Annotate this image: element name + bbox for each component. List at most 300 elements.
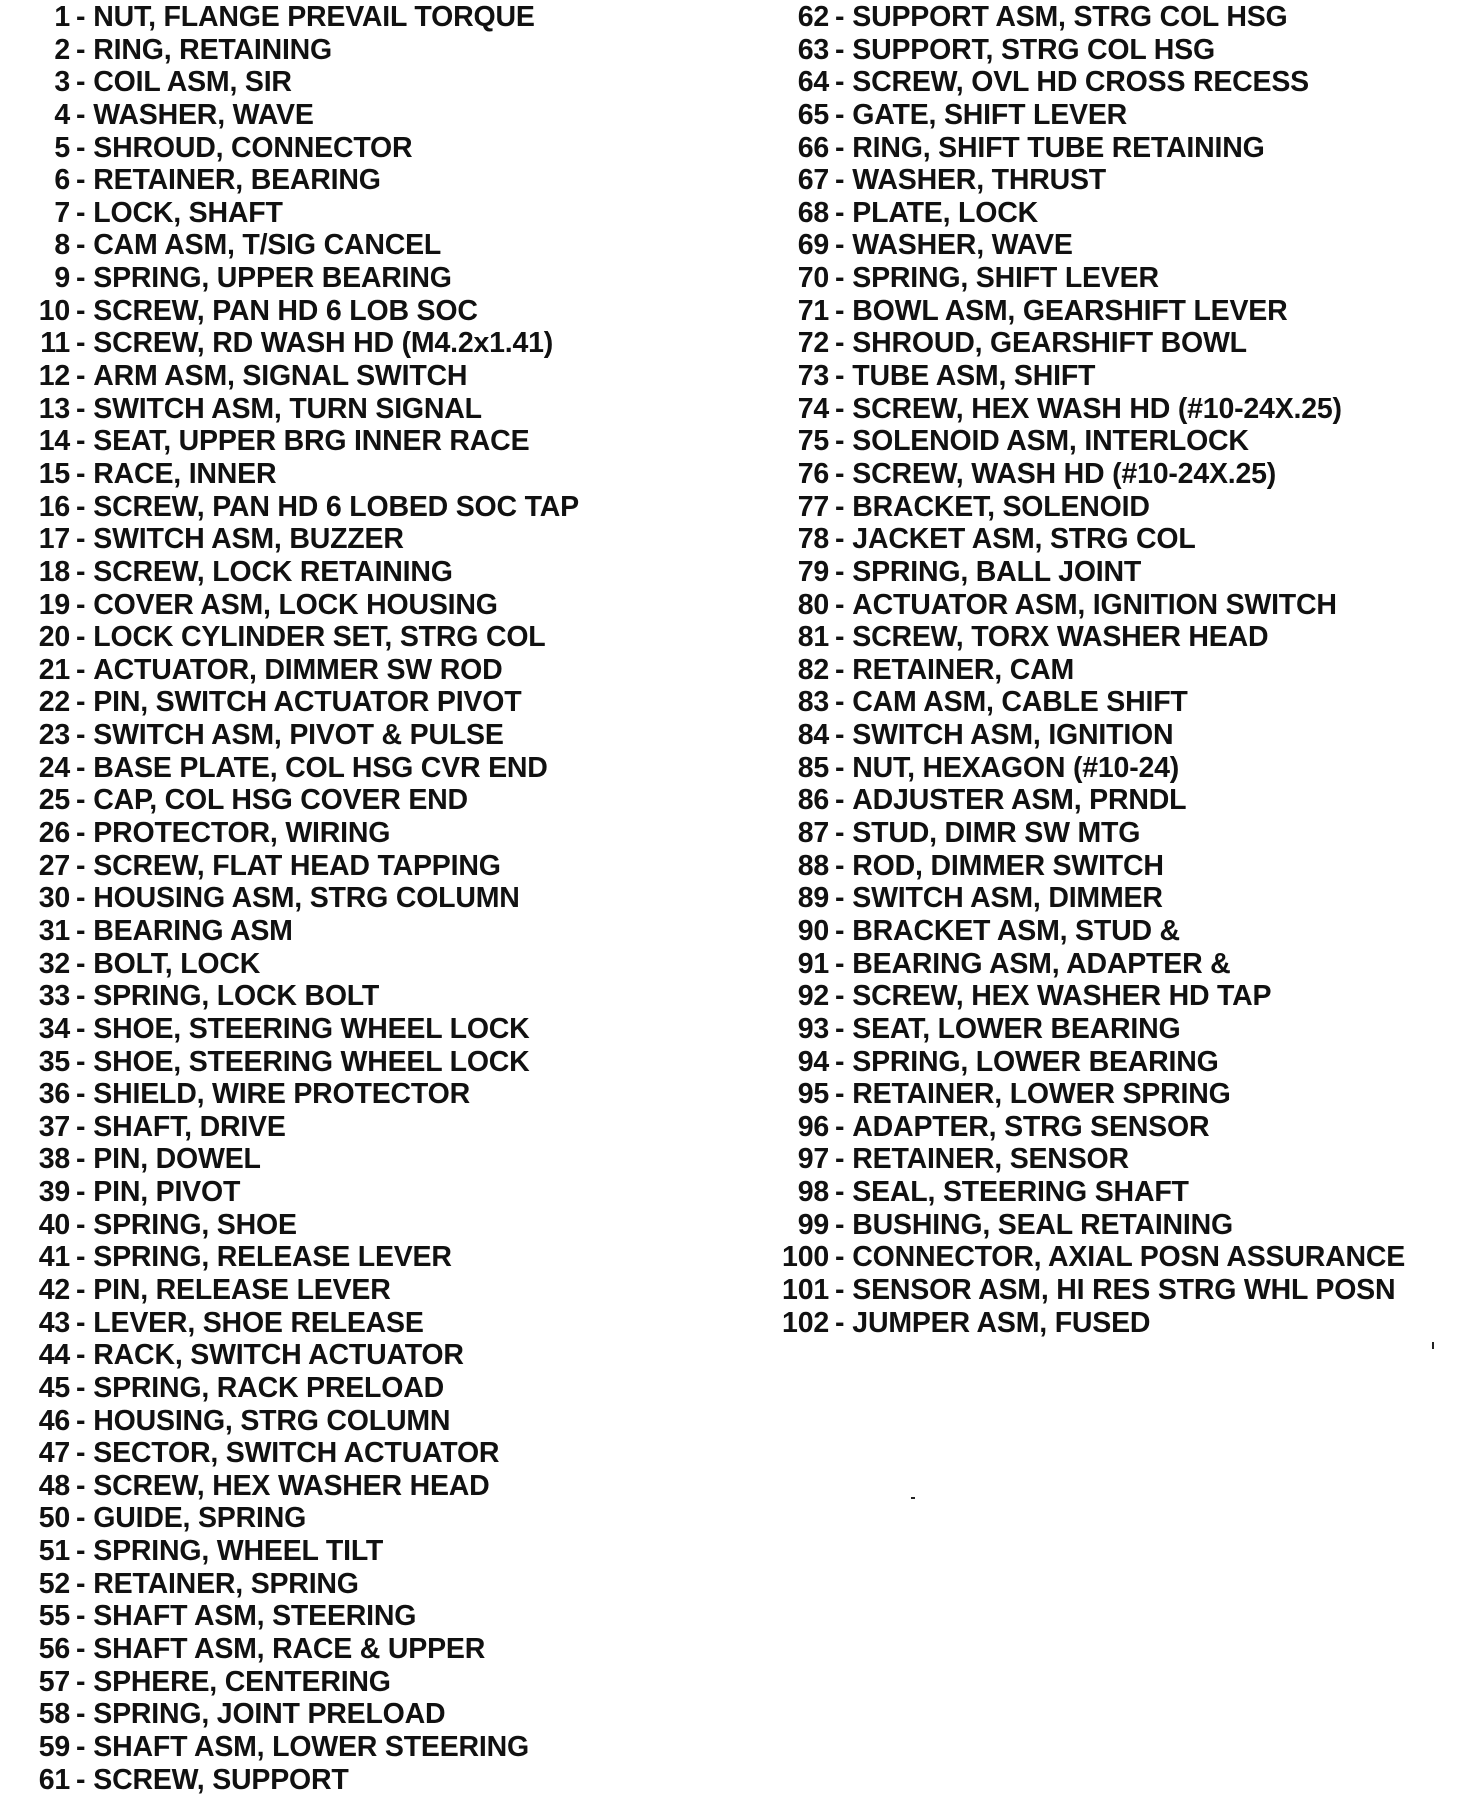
part-number: 67 bbox=[797, 164, 829, 197]
separator: - bbox=[76, 1110, 86, 1143]
separator: - bbox=[76, 425, 86, 458]
separator: - bbox=[76, 849, 86, 882]
part-number: 82 bbox=[797, 653, 829, 686]
separator: - bbox=[76, 490, 86, 523]
part-description: SENSOR ASM, HI RES STRG WHL POSN bbox=[852, 1273, 1396, 1306]
separator: - bbox=[76, 686, 86, 719]
parts-list-item bbox=[0, 1176, 720, 1209]
separator: - bbox=[76, 1763, 86, 1796]
separator: - bbox=[76, 33, 86, 66]
parts-list-item bbox=[0, 197, 720, 230]
separator: - bbox=[76, 1567, 86, 1600]
part-description: SPRING, BALL JOINT bbox=[852, 555, 1142, 588]
part-description: SCREW, WASH HD (#10-24X.25) bbox=[852, 457, 1277, 490]
separator: - bbox=[835, 1143, 845, 1176]
part-description: SHIELD, WIRE PROTECTOR bbox=[93, 1078, 470, 1111]
part-description: COVER ASM, LOCK HOUSING bbox=[93, 588, 498, 621]
part-number: 68 bbox=[797, 196, 829, 229]
parts-list-item bbox=[0, 948, 720, 981]
separator: - bbox=[76, 1633, 86, 1666]
parts-list-item bbox=[0, 817, 720, 850]
separator: - bbox=[835, 719, 845, 752]
part-number: 86 bbox=[797, 784, 829, 817]
parts-list-item bbox=[0, 1731, 720, 1764]
part-description: BRACKET ASM, STUD & bbox=[852, 914, 1180, 947]
part-description: COIL ASM, SIR bbox=[93, 66, 292, 99]
part-description: SPRING, SHIFT LEVER bbox=[852, 262, 1159, 295]
parts-list-item bbox=[745, 523, 1465, 556]
part-number: 69 bbox=[797, 229, 829, 262]
separator: - bbox=[835, 980, 845, 1013]
part-number: 78 bbox=[797, 523, 829, 556]
separator: - bbox=[835, 425, 845, 458]
parts-list-item bbox=[0, 654, 720, 687]
part-description: SHROUD, CONNECTOR bbox=[93, 131, 413, 164]
part-description: JUMPER ASM, FUSED bbox=[852, 1306, 1151, 1339]
parts-list-item bbox=[745, 99, 1465, 132]
separator: - bbox=[835, 882, 845, 915]
parts-list-item bbox=[0, 1666, 720, 1699]
part-number: 91 bbox=[797, 947, 829, 980]
separator: - bbox=[835, 588, 845, 621]
part-description: ACTUATOR ASM, IGNITION SWITCH bbox=[852, 588, 1337, 621]
part-number: 63 bbox=[797, 33, 829, 66]
part-description: HOUSING, STRG COLUMN bbox=[93, 1404, 451, 1437]
parts-list-item bbox=[745, 1143, 1465, 1176]
part-number: 70 bbox=[797, 262, 829, 295]
part-description: TUBE ASM, SHIFT bbox=[852, 360, 1096, 393]
parts-list-item bbox=[745, 1307, 1465, 1340]
part-description: SPHERE, CENTERING bbox=[93, 1665, 391, 1698]
separator: - bbox=[76, 1045, 86, 1078]
separator: - bbox=[76, 1339, 86, 1372]
part-number: 16 bbox=[38, 490, 70, 523]
separator: - bbox=[835, 98, 845, 131]
separator: - bbox=[835, 327, 845, 360]
separator: - bbox=[76, 1241, 86, 1274]
parts-list-item bbox=[0, 425, 720, 458]
parts-list-item bbox=[745, 817, 1465, 850]
separator: - bbox=[76, 131, 86, 164]
parts-list-item bbox=[745, 197, 1465, 230]
parts-list-item bbox=[0, 1535, 720, 1568]
parts-list-item bbox=[0, 491, 720, 524]
part-number: 85 bbox=[797, 751, 829, 784]
part-number: 56 bbox=[38, 1633, 70, 1666]
scan-speck bbox=[911, 1497, 915, 1499]
part-number: 1 bbox=[54, 1, 70, 33]
separator: - bbox=[76, 1078, 86, 1111]
separator: - bbox=[76, 882, 86, 915]
part-number: 9 bbox=[54, 262, 70, 295]
parts-list-item bbox=[745, 66, 1465, 99]
parts-list-item bbox=[0, 556, 720, 589]
part-description: PIN, DOWEL bbox=[93, 1143, 261, 1176]
parts-list-item bbox=[0, 66, 720, 99]
part-number: 2 bbox=[54, 33, 70, 66]
part-number: 79 bbox=[797, 555, 829, 588]
separator: - bbox=[76, 1437, 86, 1470]
part-description: STUD, DIMR SW MTG bbox=[852, 817, 1141, 850]
separator: - bbox=[76, 588, 86, 621]
part-description: HOUSING ASM, STRG COLUMN bbox=[93, 882, 520, 915]
part-description: CONNECTOR, AXIAL POSN ASSURANCE bbox=[852, 1241, 1406, 1274]
separator: - bbox=[76, 392, 86, 425]
part-description: GUIDE, SPRING bbox=[93, 1502, 307, 1535]
separator: - bbox=[835, 1208, 845, 1241]
part-number: 61 bbox=[38, 1763, 70, 1796]
part-description: SHROUD, GEARSHIFT BOWL bbox=[852, 327, 1247, 360]
parts-list-item bbox=[0, 1633, 720, 1666]
part-number: 65 bbox=[797, 98, 829, 131]
part-description: PIN, SWITCH ACTUATOR PIVOT bbox=[93, 686, 522, 719]
separator: - bbox=[835, 1, 845, 33]
part-number: 57 bbox=[38, 1665, 70, 1698]
part-description: BOWL ASM, GEARSHIFT LEVER bbox=[852, 294, 1288, 327]
part-description: LOCK, SHAFT bbox=[93, 196, 283, 229]
parts-list-item bbox=[745, 229, 1465, 262]
separator: - bbox=[76, 980, 86, 1013]
separator: - bbox=[76, 1306, 86, 1339]
part-number: 35 bbox=[38, 1045, 70, 1078]
part-number: 44 bbox=[38, 1339, 70, 1372]
part-description: RETAINER, BEARING bbox=[93, 164, 381, 197]
separator: - bbox=[76, 294, 86, 327]
parts-list-item bbox=[0, 1078, 720, 1111]
separator: - bbox=[76, 327, 86, 360]
separator: - bbox=[76, 751, 86, 784]
part-description: SCREW, PAN HD 6 LOBED SOC TAP bbox=[93, 490, 579, 523]
parts-list-item bbox=[745, 393, 1465, 426]
part-description: JACKET ASM, STRG COL bbox=[852, 523, 1196, 556]
part-number: 51 bbox=[38, 1535, 70, 1568]
part-description: SCREW, PAN HD 6 LOB SOC bbox=[93, 294, 478, 327]
part-number: 20 bbox=[38, 621, 70, 654]
part-description: ACTUATOR, DIMMER SW ROD bbox=[93, 653, 503, 686]
parts-list-item bbox=[0, 1013, 720, 1046]
part-description: SPRING, SHOE bbox=[93, 1208, 297, 1241]
part-description: SUPPORT ASM, STRG COL HSG bbox=[852, 1, 1288, 33]
parts-list-item bbox=[0, 1339, 720, 1372]
part-number: 77 bbox=[797, 490, 829, 523]
part-description: SPRING, RACK PRELOAD bbox=[93, 1371, 444, 1404]
parts-list-item bbox=[745, 1013, 1465, 1046]
part-description: RACK, SWITCH ACTUATOR bbox=[93, 1339, 464, 1372]
parts-list-item bbox=[0, 621, 720, 654]
part-number: 12 bbox=[38, 360, 70, 393]
part-number: 100 bbox=[782, 1241, 829, 1274]
part-description: BUSHING, SEAL RETAINING bbox=[852, 1208, 1234, 1241]
part-number: 33 bbox=[38, 980, 70, 1013]
part-description: RING, SHIFT TUBE RETAINING bbox=[852, 131, 1265, 164]
part-number: 43 bbox=[38, 1306, 70, 1339]
separator: - bbox=[835, 360, 845, 393]
scan-speck bbox=[1432, 1342, 1434, 1349]
parts-list-item bbox=[745, 784, 1465, 817]
parts-list-item bbox=[745, 915, 1465, 948]
parts-list-item bbox=[0, 262, 720, 295]
part-number: 101 bbox=[782, 1273, 829, 1306]
part-description: PIN, PIVOT bbox=[93, 1176, 241, 1209]
part-description: WASHER, THRUST bbox=[852, 164, 1106, 197]
part-description: RETAINER, SENSOR bbox=[852, 1143, 1129, 1176]
parts-list-item bbox=[0, 295, 720, 328]
part-number: 39 bbox=[38, 1176, 70, 1209]
part-number: 23 bbox=[38, 719, 70, 752]
part-number: 81 bbox=[797, 621, 829, 654]
part-description: SCREW, FLAT HEAD TAPPING bbox=[93, 849, 501, 882]
part-description: SCREW, LOCK RETAINING bbox=[93, 555, 453, 588]
separator: - bbox=[835, 490, 845, 523]
separator: - bbox=[835, 523, 845, 556]
part-number: 98 bbox=[797, 1176, 829, 1209]
part-description: BEARING ASM, ADAPTER & bbox=[852, 947, 1231, 980]
part-description: BOLT, LOCK bbox=[93, 947, 261, 980]
parts-list-item bbox=[0, 1437, 720, 1470]
separator: - bbox=[835, 1176, 845, 1209]
separator: - bbox=[76, 1502, 86, 1535]
part-number: 5 bbox=[54, 131, 70, 164]
parts-list-item bbox=[0, 393, 720, 426]
part-description: RETAINER, SPRING bbox=[93, 1567, 359, 1600]
part-number: 59 bbox=[38, 1730, 70, 1763]
separator: - bbox=[76, 1698, 86, 1731]
parts-list-item bbox=[0, 1764, 720, 1797]
parts-list-item bbox=[0, 1307, 720, 1340]
part-description: RETAINER, LOWER SPRING bbox=[852, 1078, 1231, 1111]
separator: - bbox=[835, 653, 845, 686]
separator: - bbox=[835, 621, 845, 654]
part-number: 14 bbox=[38, 425, 70, 458]
parts-list-item bbox=[745, 882, 1465, 915]
separator: - bbox=[76, 653, 86, 686]
part-number: 87 bbox=[797, 817, 829, 850]
parts-list-item bbox=[0, 1698, 720, 1731]
part-description: BASE PLATE, COL HSG CVR END bbox=[93, 751, 548, 784]
separator: - bbox=[835, 1012, 845, 1045]
parts-list-item bbox=[0, 1241, 720, 1274]
part-number: 18 bbox=[38, 555, 70, 588]
parts-list-item bbox=[745, 1078, 1465, 1111]
part-description: SPRING, RELEASE LEVER bbox=[93, 1241, 452, 1274]
part-number: 4 bbox=[54, 98, 70, 131]
part-number: 73 bbox=[797, 360, 829, 393]
separator: - bbox=[835, 751, 845, 784]
parts-list-item bbox=[745, 948, 1465, 981]
separator: - bbox=[76, 229, 86, 262]
part-number: 22 bbox=[38, 686, 70, 719]
parts-list-item bbox=[745, 262, 1465, 295]
part-number: 6 bbox=[54, 164, 70, 197]
separator: - bbox=[76, 1143, 86, 1176]
part-number: 38 bbox=[38, 1143, 70, 1176]
part-description: SCREW, HEX WASH HD (#10-24X.25) bbox=[852, 392, 1342, 425]
separator: - bbox=[76, 719, 86, 752]
parts-list-item bbox=[745, 1, 1465, 34]
parts-list-item bbox=[0, 523, 720, 556]
part-number: 3 bbox=[54, 66, 70, 99]
part-number: 8 bbox=[54, 229, 70, 262]
separator: - bbox=[835, 849, 845, 882]
parts-list-item bbox=[745, 360, 1465, 393]
parts-list-item bbox=[745, 654, 1465, 687]
separator: - bbox=[76, 523, 86, 556]
part-description: SPRING, LOCK BOLT bbox=[93, 980, 380, 1013]
part-number: 30 bbox=[38, 882, 70, 915]
part-number: 62 bbox=[797, 1, 829, 33]
part-number: 102 bbox=[782, 1306, 829, 1339]
part-description: LOCK CYLINDER SET, STRG COL bbox=[93, 621, 546, 654]
part-description: SWITCH ASM, IGNITION bbox=[852, 719, 1174, 752]
separator: - bbox=[76, 262, 86, 295]
parts-list-item bbox=[0, 1470, 720, 1503]
part-number: 24 bbox=[38, 751, 70, 784]
part-number: 32 bbox=[38, 947, 70, 980]
separator: - bbox=[76, 1665, 86, 1698]
parts-list-item bbox=[0, 752, 720, 785]
part-description: ADAPTER, STRG SENSOR bbox=[852, 1110, 1210, 1143]
parts-list-item bbox=[745, 621, 1465, 654]
part-number: 27 bbox=[38, 849, 70, 882]
part-description: PLATE, LOCK bbox=[852, 196, 1038, 229]
part-number: 66 bbox=[797, 131, 829, 164]
separator: - bbox=[76, 621, 86, 654]
separator: - bbox=[76, 1600, 86, 1633]
part-number: 47 bbox=[38, 1437, 70, 1470]
separator: - bbox=[835, 196, 845, 229]
separator: - bbox=[76, 457, 86, 490]
separator: - bbox=[76, 914, 86, 947]
parts-list-item bbox=[0, 1143, 720, 1176]
part-number: 58 bbox=[38, 1698, 70, 1731]
parts-list-item bbox=[745, 589, 1465, 622]
separator: - bbox=[835, 1241, 845, 1274]
part-number: 72 bbox=[797, 327, 829, 360]
part-number: 19 bbox=[38, 588, 70, 621]
separator: - bbox=[76, 1404, 86, 1437]
part-number: 21 bbox=[38, 653, 70, 686]
parts-list-item bbox=[0, 1111, 720, 1144]
part-number: 97 bbox=[797, 1143, 829, 1176]
parts-list-item bbox=[745, 686, 1465, 719]
part-description: CAP, COL HSG COVER END bbox=[93, 784, 468, 817]
part-description: SWITCH ASM, TURN SIGNAL bbox=[93, 392, 482, 425]
part-number: 84 bbox=[797, 719, 829, 752]
separator: - bbox=[76, 1176, 86, 1209]
parts-list-item bbox=[745, 980, 1465, 1013]
parts-list-item bbox=[0, 589, 720, 622]
parts-list-item bbox=[0, 1, 720, 34]
separator: - bbox=[835, 784, 845, 817]
part-description: SPRING, JOINT PRELOAD bbox=[93, 1698, 446, 1731]
part-number: 7 bbox=[54, 196, 70, 229]
part-description: PROTECTOR, WIRING bbox=[93, 817, 391, 850]
part-description: BEARING ASM bbox=[93, 914, 293, 947]
separator: - bbox=[835, 1273, 845, 1306]
separator: - bbox=[835, 33, 845, 66]
separator: - bbox=[835, 66, 845, 99]
parts-list-item bbox=[745, 752, 1465, 785]
part-description: SOLENOID ASM, INTERLOCK bbox=[852, 425, 1249, 458]
separator: - bbox=[76, 1012, 86, 1045]
part-description: BRACKET, SOLENOID bbox=[852, 490, 1150, 523]
part-number: 46 bbox=[38, 1404, 70, 1437]
part-description: SECTOR, SWITCH ACTUATOR bbox=[93, 1437, 500, 1470]
part-number: 96 bbox=[797, 1110, 829, 1143]
part-description: SWITCH ASM, PIVOT & PULSE bbox=[93, 719, 504, 752]
parts-list-item bbox=[0, 1209, 720, 1242]
separator: - bbox=[76, 66, 86, 99]
part-number: 31 bbox=[38, 914, 70, 947]
part-description: SCREW, HEX WASHER HEAD bbox=[93, 1469, 490, 1502]
part-description: SWITCH ASM, BUZZER bbox=[93, 523, 404, 556]
parts-list-item bbox=[745, 164, 1465, 197]
separator: - bbox=[835, 131, 845, 164]
separator: - bbox=[835, 555, 845, 588]
parts-list-item bbox=[0, 882, 720, 915]
part-description: SHAFT, DRIVE bbox=[93, 1110, 286, 1143]
part-number: 34 bbox=[38, 1012, 70, 1045]
part-description: GATE, SHIFT LEVER bbox=[852, 98, 1128, 131]
parts-list-item bbox=[745, 1274, 1465, 1307]
part-number: 11 bbox=[40, 327, 70, 360]
part-description: RETAINER, CAM bbox=[852, 653, 1074, 686]
part-number: 37 bbox=[38, 1110, 70, 1143]
part-number: 26 bbox=[38, 817, 70, 850]
parts-list-item bbox=[0, 1046, 720, 1079]
separator: - bbox=[76, 1469, 86, 1502]
part-number: 10 bbox=[38, 294, 70, 327]
parts-list-item bbox=[745, 491, 1465, 524]
part-number: 93 bbox=[797, 1012, 829, 1045]
parts-list-item bbox=[745, 1176, 1465, 1209]
parts-list-item bbox=[0, 360, 720, 393]
separator: - bbox=[835, 262, 845, 295]
parts-list-item bbox=[745, 425, 1465, 458]
parts-list-item bbox=[0, 980, 720, 1013]
parts-list-item bbox=[0, 1568, 720, 1601]
separator: - bbox=[835, 1045, 845, 1078]
separator: - bbox=[76, 1730, 86, 1763]
part-description: SCREW, TORX WASHER HEAD bbox=[852, 621, 1269, 654]
separator: - bbox=[835, 392, 845, 425]
separator: - bbox=[76, 164, 86, 197]
part-description: SCREW, HEX WASHER HD TAP bbox=[852, 980, 1272, 1013]
part-number: 48 bbox=[38, 1469, 70, 1502]
parts-list-item bbox=[0, 784, 720, 817]
part-number: 17 bbox=[38, 523, 70, 556]
part-number: 41 bbox=[38, 1241, 70, 1274]
part-description: SHAFT ASM, LOWER STEERING bbox=[93, 1730, 529, 1763]
separator: - bbox=[76, 1273, 86, 1306]
separator: - bbox=[76, 98, 86, 131]
part-number: 64 bbox=[797, 66, 829, 99]
parts-list-item bbox=[745, 295, 1465, 328]
part-description: NUT, HEXAGON (#10-24) bbox=[852, 751, 1180, 784]
part-description: SUPPORT, STRG COL HSG bbox=[852, 33, 1215, 66]
part-description: LEVER, SHOE RELEASE bbox=[93, 1306, 424, 1339]
part-number: 50 bbox=[38, 1502, 70, 1535]
part-description: NUT, FLANGE PREVAIL TORQUE bbox=[93, 1, 535, 33]
parts-list-item bbox=[745, 458, 1465, 491]
parts-list-item bbox=[745, 1209, 1465, 1242]
parts-list-item bbox=[745, 1046, 1465, 1079]
parts-list-item bbox=[0, 327, 720, 360]
part-description: SHAFT ASM, STEERING bbox=[93, 1600, 417, 1633]
separator: - bbox=[76, 1, 86, 33]
part-number: 45 bbox=[38, 1371, 70, 1404]
part-description: CAM ASM, T/SIG CANCEL bbox=[93, 229, 442, 262]
